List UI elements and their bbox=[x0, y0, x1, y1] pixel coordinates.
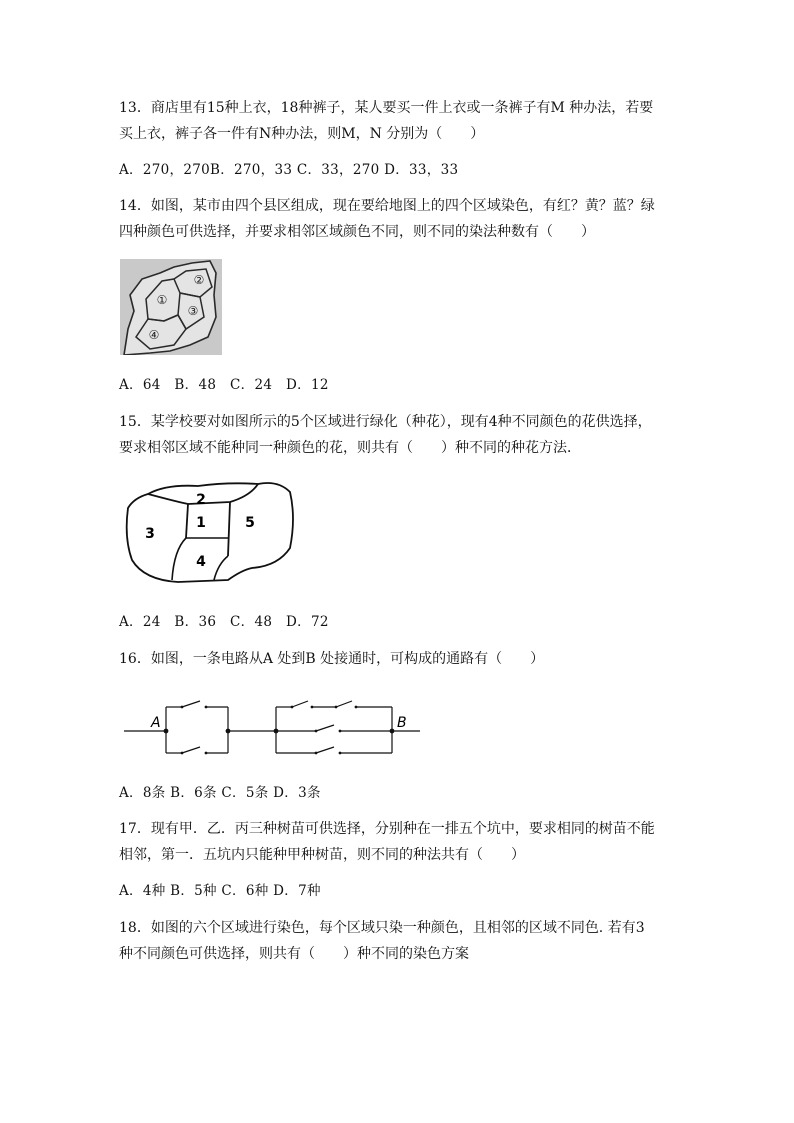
q17-options: A．4种 B．5种 C．6种 D．7种 bbox=[119, 883, 321, 899]
region-label-4: 4 bbox=[196, 554, 206, 570]
region-label-3: 3 bbox=[145, 526, 155, 542]
circuit-label-a: A bbox=[151, 715, 161, 731]
q13-line2: 买上衣，裤子各一件有N种办法，则M，N 分别为（ ） bbox=[119, 126, 485, 142]
map-label-4: ④ bbox=[148, 328, 160, 342]
five-region-figure bbox=[118, 478, 298, 588]
region-label-2: 2 bbox=[196, 492, 206, 508]
q17-line2: 相邻，第一．五坑内只能种甲种树苗，则不同的种法共有（ ） bbox=[119, 847, 525, 863]
region-label-1: 1 bbox=[196, 515, 206, 531]
q13-line1: 13．商店里有15种上衣，18种裤子，某人要买一件上衣或一条裤子有M 种办法，若要 bbox=[119, 100, 654, 116]
q17-line1: 17．现有甲．乙．丙三种树苗可供选择，分别种在一排五个坑中，要求相同的树苗不能 bbox=[119, 821, 655, 837]
map-label-1: ① bbox=[156, 293, 168, 307]
q15-line2: 要求相邻区域不能种同一种颜色的花，则共有（ ）种不同的种花方法． bbox=[119, 440, 581, 456]
q15-line1: 15．某学校要对如图所示的5个区域进行绿化（种花），现有4种不同颜色的花供选择， bbox=[119, 414, 652, 430]
q16-options: A．8条 B．6条 C．5条 D．3条 bbox=[119, 785, 321, 801]
q15-options: A．24 B．36 C．48 D．72 bbox=[119, 614, 329, 630]
q13-options: A．270，270B．270，33 C．33，270 D．33，33 bbox=[119, 162, 459, 178]
q18-line2: 种不同颜色可供选择，则共有（ ）种不同的染色方案 bbox=[119, 946, 469, 962]
q14-options: A．64 B．48 C．24 D．12 bbox=[119, 377, 329, 393]
map-label-3: ③ bbox=[187, 304, 199, 318]
region-label-5: 5 bbox=[245, 515, 255, 531]
county-map-figure bbox=[120, 259, 222, 355]
q14-line2: 四种颜色可供选择，并要求相邻区域颜色不同，则不同的染法种数有（ ） bbox=[119, 224, 595, 240]
circuit-figure bbox=[120, 695, 424, 759]
q18-line1: 18．如图的六个区域进行染色，每个区域只染一种颜色，且相邻的区域不同色. 若有3 bbox=[119, 920, 645, 936]
map-label-2: ② bbox=[193, 273, 205, 287]
q14-line1: 14．如图，某市由四个县区组成，现在要给地图上的四个区域染色，有红？黄？蓝？绿 bbox=[119, 198, 655, 214]
circuit-label-b: B bbox=[397, 715, 407, 731]
q16-line1: 16．如图，一条电路从A 处到B 处接通时，可构成的通路有（ ） bbox=[119, 651, 545, 667]
